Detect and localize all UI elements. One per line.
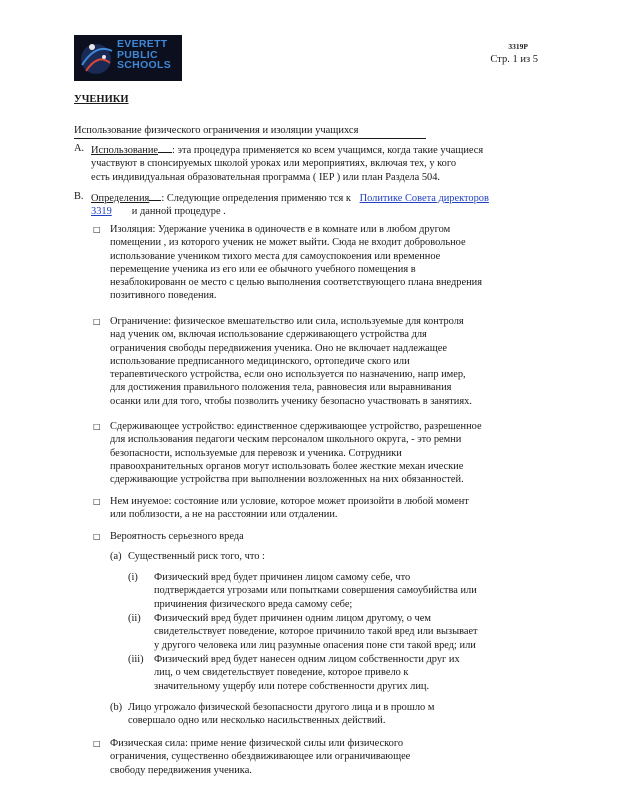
district-logo — [74, 35, 182, 81]
risk-item-i — [154, 571, 514, 611]
item-letter-b: B. — [74, 191, 84, 202]
definition-line: Изоляция: Удержание ученика в одиночеств е в комнате или в любом другом — [110, 224, 451, 235]
definition-line: безопасности, используемые для перевозк и ученика. Сотрудники — [110, 447, 402, 459]
roman-label-ii: (ii) — [128, 613, 141, 624]
bullet-icon: □ — [93, 739, 101, 748]
item-letter-a: A. — [74, 143, 85, 154]
paragraph-a-line: участвуют в спонсируемых школой уроках или мероприятиях, включая тех, у кого — [91, 158, 457, 170]
logo-word-2: PUBLIC — [117, 48, 158, 61]
risk-line: Физический вред будет нанесен одним лицом собственности друг их — [154, 654, 460, 665]
definition-line: Нем инуемое: состояние или условие, которое может произойти в любой момент — [110, 496, 469, 507]
section-title: УЧЕНИКИ — [74, 94, 129, 105]
usage-label: Использование — [91, 145, 159, 156]
sub-item-text-a: Существенный риск того, что : — [128, 551, 265, 562]
definition-physical-force — [110, 737, 520, 777]
definition-line: Сдерживающее устройство: единственное сдерживающее устройство, разрешенное — [110, 421, 482, 432]
definition-line: свободу передвижения ученика. — [110, 764, 252, 776]
definition-line: осанки или для того, чтобы позволить ученику безопасно участвовать в занятиях. — [110, 395, 472, 407]
bullet-icon: □ — [93, 497, 101, 506]
definition-line: перемещение ученика из его или ее обычного учебного помещения в — [110, 263, 416, 275]
paragraph-b-text: : Следующие определения применяю тся к — [161, 193, 351, 204]
definition-line: для достижения правильного положения тела, равновесия или выравнивания — [110, 382, 452, 394]
definition-line: ограничения, существенно обездвиживающее или ограничивающее — [110, 751, 411, 763]
risk-line: Физический вред будет причинен лицом самому себе, что — [154, 572, 411, 583]
bullet-icon: □ — [93, 317, 101, 326]
policy-link-number[interactable]: 3319 — [91, 206, 112, 218]
definition-line: для использования педагоги ческим персоналом школьного округа, - это ремни — [110, 434, 462, 446]
sub-item-label-a: (a) — [110, 551, 122, 562]
definition-line: использование предписанного медицинского, ортопедиче ского или — [110, 355, 410, 367]
definition-line: ограничения свободы передвижения ученика. Оно не включает надлежащее — [110, 342, 448, 354]
definition-imminent — [110, 495, 520, 522]
risk-line: у другого человека или лиц разумные опасения поне сти такой вред; или — [154, 639, 476, 651]
paragraph-b — [91, 190, 521, 219]
bullet-icon: □ — [93, 532, 101, 541]
paragraph-a — [91, 142, 521, 184]
definitions-label: Определения — [91, 193, 150, 204]
definition-serious-harm — [110, 530, 520, 543]
definition-line: над ученик ом, включая использование сдерживающего устройства для — [110, 329, 427, 341]
sub-item-label-b: (b) — [110, 702, 123, 713]
definition-line: Ограничение: физическое вмешательство или сила, используемые для контроля — [110, 316, 464, 327]
document-number: 3319P — [508, 42, 528, 51]
risk-item-ii — [154, 612, 514, 652]
definition-line: незаблокированн ое место с целью выполнения соответствующего плана внедрения — [110, 277, 483, 289]
risk-line: Лицо угрожало физической безопасности другого лица и в прошло м — [128, 702, 435, 713]
roman-label-iii: (iii) — [128, 654, 144, 665]
bullet-icon: □ — [93, 225, 101, 234]
definition-line: Вероятность серьезного вреда — [110, 531, 244, 542]
definition-line: Физическая сила: приме нение физической силы или физического — [110, 738, 404, 749]
risk-line: свидетельствует поведение, которое причинило такой вред или вызывает — [154, 626, 478, 638]
definition-line: помещении , из которого ученик не может выйти. Сюда не входит добровольное — [110, 237, 466, 249]
logo-wordmark — [117, 39, 171, 71]
definition-line: использование учеником тихого места для самоуспокоения или временное — [110, 250, 441, 262]
risk-line: Физический вред будет причинен одним лицом другому, о чем — [154, 613, 431, 624]
definition-line: позитивного поведения. — [110, 290, 217, 302]
definition-line: или поблизости, а не на расстоянии или отдалении. — [110, 509, 338, 521]
definition-isolation — [110, 223, 520, 303]
page-indicator: Стр. 1 из 5 — [490, 54, 538, 65]
paragraph-b-text: и данной процедуре . — [131, 206, 226, 218]
paragraph-a-line: есть индивидуальная образовательная программа ( IEP ) или план Раздела 504. — [91, 171, 441, 183]
logo-word-1: EVERETT — [117, 38, 168, 50]
policy-link[interactable]: Политике Совета директоров — [359, 193, 489, 204]
paragraph-a-line: : эта процедура применяется ко всем учащимся, когда такие учащиеся — [172, 145, 484, 156]
risk-item-iii — [154, 653, 514, 693]
logo-word-3: SCHOOLS — [117, 59, 172, 72]
definition-line: правоохранительных органов могут использовать более жесткие механ ические — [110, 460, 464, 472]
risk-line: причинения физического вреда самому себе; — [154, 598, 353, 610]
risk-line: значительному ущербу или потере собственности других лиц. — [154, 680, 430, 692]
risk-line: совершало одно или несколько насильственных действий. — [128, 715, 386, 727]
sub-item-text-b — [128, 701, 434, 728]
document-title: Использование физического ограничения и изоляции учащихся — [74, 124, 426, 139]
risk-line: подтверждается угрозами или попытками совершения самоубийства или — [154, 585, 477, 597]
definition-restraint-device — [110, 420, 520, 486]
definition-line: сдерживающие устройства при выполнении возложенных на них обязанностей. — [110, 474, 464, 486]
definition-line: терапевтического устройства, если оно используется по назначению, напр имер, — [110, 369, 466, 381]
definition-restraint — [110, 315, 520, 408]
bullet-icon: □ — [93, 422, 101, 431]
risk-line: лиц, о чем свидетельствует поведение, которое привело к — [154, 667, 409, 679]
roman-label-i: (i) — [128, 572, 138, 583]
